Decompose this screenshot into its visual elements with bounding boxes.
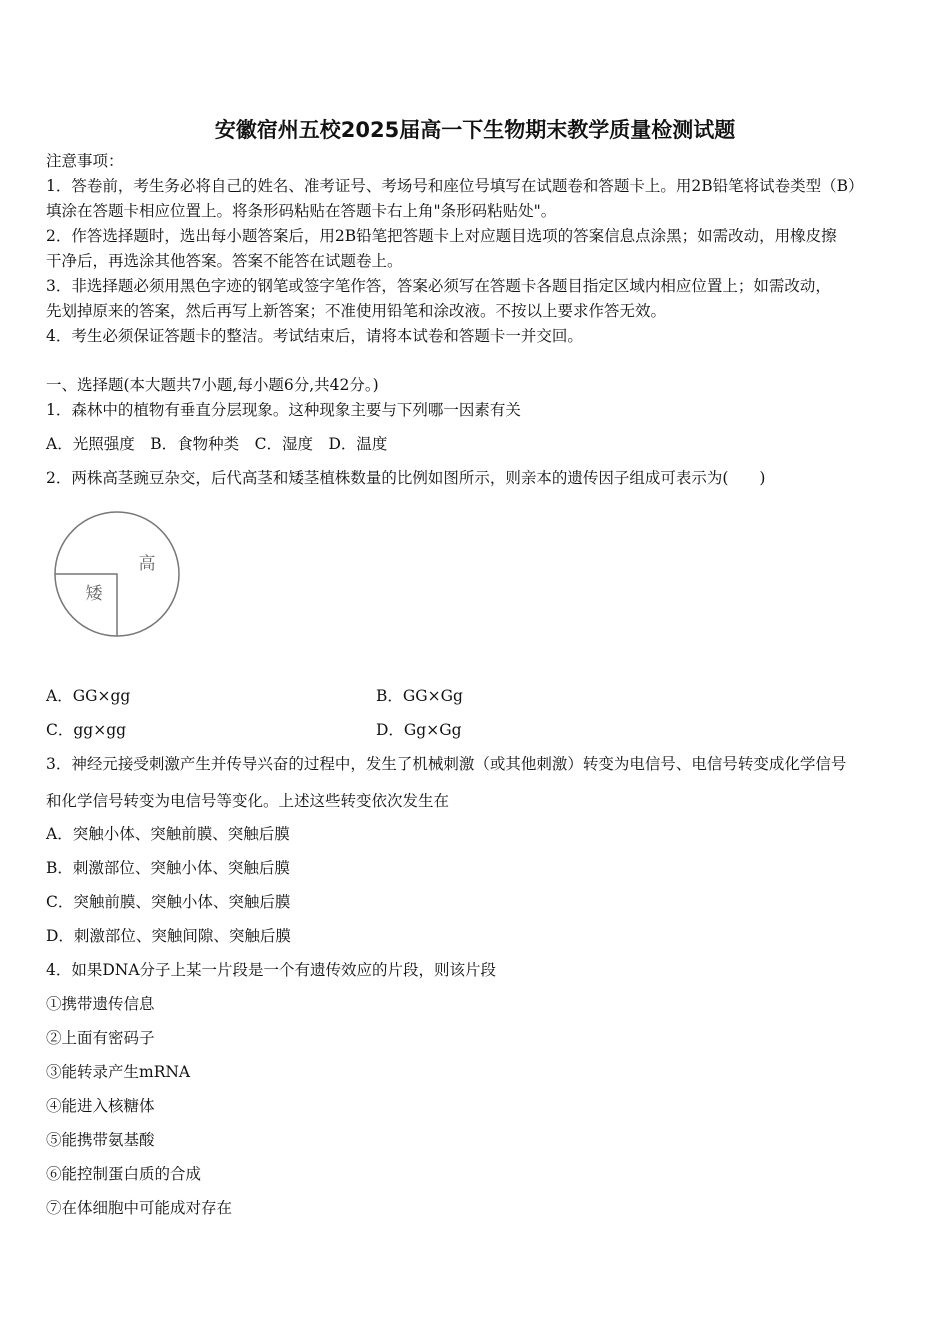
page-title: 安徽宿州五校2025届高一下生物期末教学质量检测试题 (214, 118, 736, 142)
question-2-option-b: B．GG×Gg (376, 687, 463, 705)
notice-heading: 注意事项： (46, 152, 124, 170)
question-4-item: ④能进入核糖体 (46, 1097, 155, 1115)
question-2-option-a: A．GG×gg (46, 687, 131, 705)
question-1-stem: 1．森林中的植物有垂直分层现象。这种现象主要与下列哪一因素有关 (46, 401, 521, 419)
section-heading: 一、选择题(本大题共7小题,每小题6分,共42分。) (46, 376, 379, 394)
question-3-stem: 3．神经元接受刺激产生并传导兴奋的过程中，发生了机械刺激（或其他刺激）转变为电信号、电信号转变成化学信号 (46, 755, 847, 773)
question-4-item: ⑤能携带氨基酸 (46, 1131, 155, 1149)
notice-line: 填涂在答题卡相应位置上。将条形码粘贴在答题卡右上角"条形码粘贴处"。 (46, 202, 557, 220)
question-4-item: ⑦在体细胞中可能成对存在 (46, 1199, 233, 1217)
question-2-option-c: C．gg×gg (46, 721, 127, 739)
pie-label-short: 矮 (85, 584, 103, 604)
notice-line: 4．考生必须保证答题卡的整洁。考试结束后，请将本试卷和答题卡一并交回。 (46, 327, 583, 345)
notice-line: 干净后，再选涂其他答案。答案不能答在试题卷上。 (46, 252, 403, 270)
question-3-option-d: D．刺激部位、突触间隙、突触后膜 (46, 927, 291, 945)
pie-figure (52, 509, 184, 641)
question-1-options: A．光照强度 B．食物种类 C．湿度 D．温度 (46, 435, 388, 453)
question-4-item: ③能转录产生mRNA (46, 1063, 191, 1081)
question-4-stem: 4．如果DNA分子上某一片段是一个有遗传效应的片段，则该片段 (46, 961, 497, 979)
notice-line: 先划掉原来的答案，然后再写上新答案；不准使用铅笔和涂改液。不按以上要求作答无效。 (46, 302, 667, 320)
question-2-option-d: D．Gg×Gg (376, 721, 462, 739)
question-4-item: ②上面有密码子 (46, 1029, 155, 1047)
question-3-option-b: B．刺激部位、突触小体、突触后膜 (46, 859, 290, 877)
question-3-option-a: A．突触小体、突触前膜、突触后膜 (46, 825, 290, 843)
notice-line: 1．答卷前，考生务必将自己的姓名、准考证号、考场号和座位号填写在试题卷和答题卡上。用2B铅笔将试卷类型（B） (46, 177, 864, 195)
question-4-item: ①携带遗传信息 (46, 995, 155, 1013)
notice-line: 3．非选择题必须用黑色字迹的钢笔或签字笔作答，答案必须写在答题卡各题目指定区域内相应位置上；如需改动， (46, 277, 831, 295)
question-2-stem: 2．两株高茎豌豆杂交，后代高茎和矮茎植株数量的比例如图所示，则亲本的遗传因子组成可表示为( ) (46, 469, 766, 487)
notice-line: 2．作答选择题时，选出每小题答案后，用2B铅笔把答题卡上对应题目选项的答案信息点涂黑；如需改动，用橡皮擦 (46, 227, 837, 245)
question-3-option-c: C．突触前膜、突触小体、突触后膜 (46, 893, 291, 911)
question-4-item: ⑥能控制蛋白质的合成 (46, 1165, 202, 1183)
pie-label-tall: 高 (138, 554, 156, 574)
question-3-stem-cont: 和化学信号转变为电信号等变化。上述这些转变依次发生在 (46, 792, 450, 810)
